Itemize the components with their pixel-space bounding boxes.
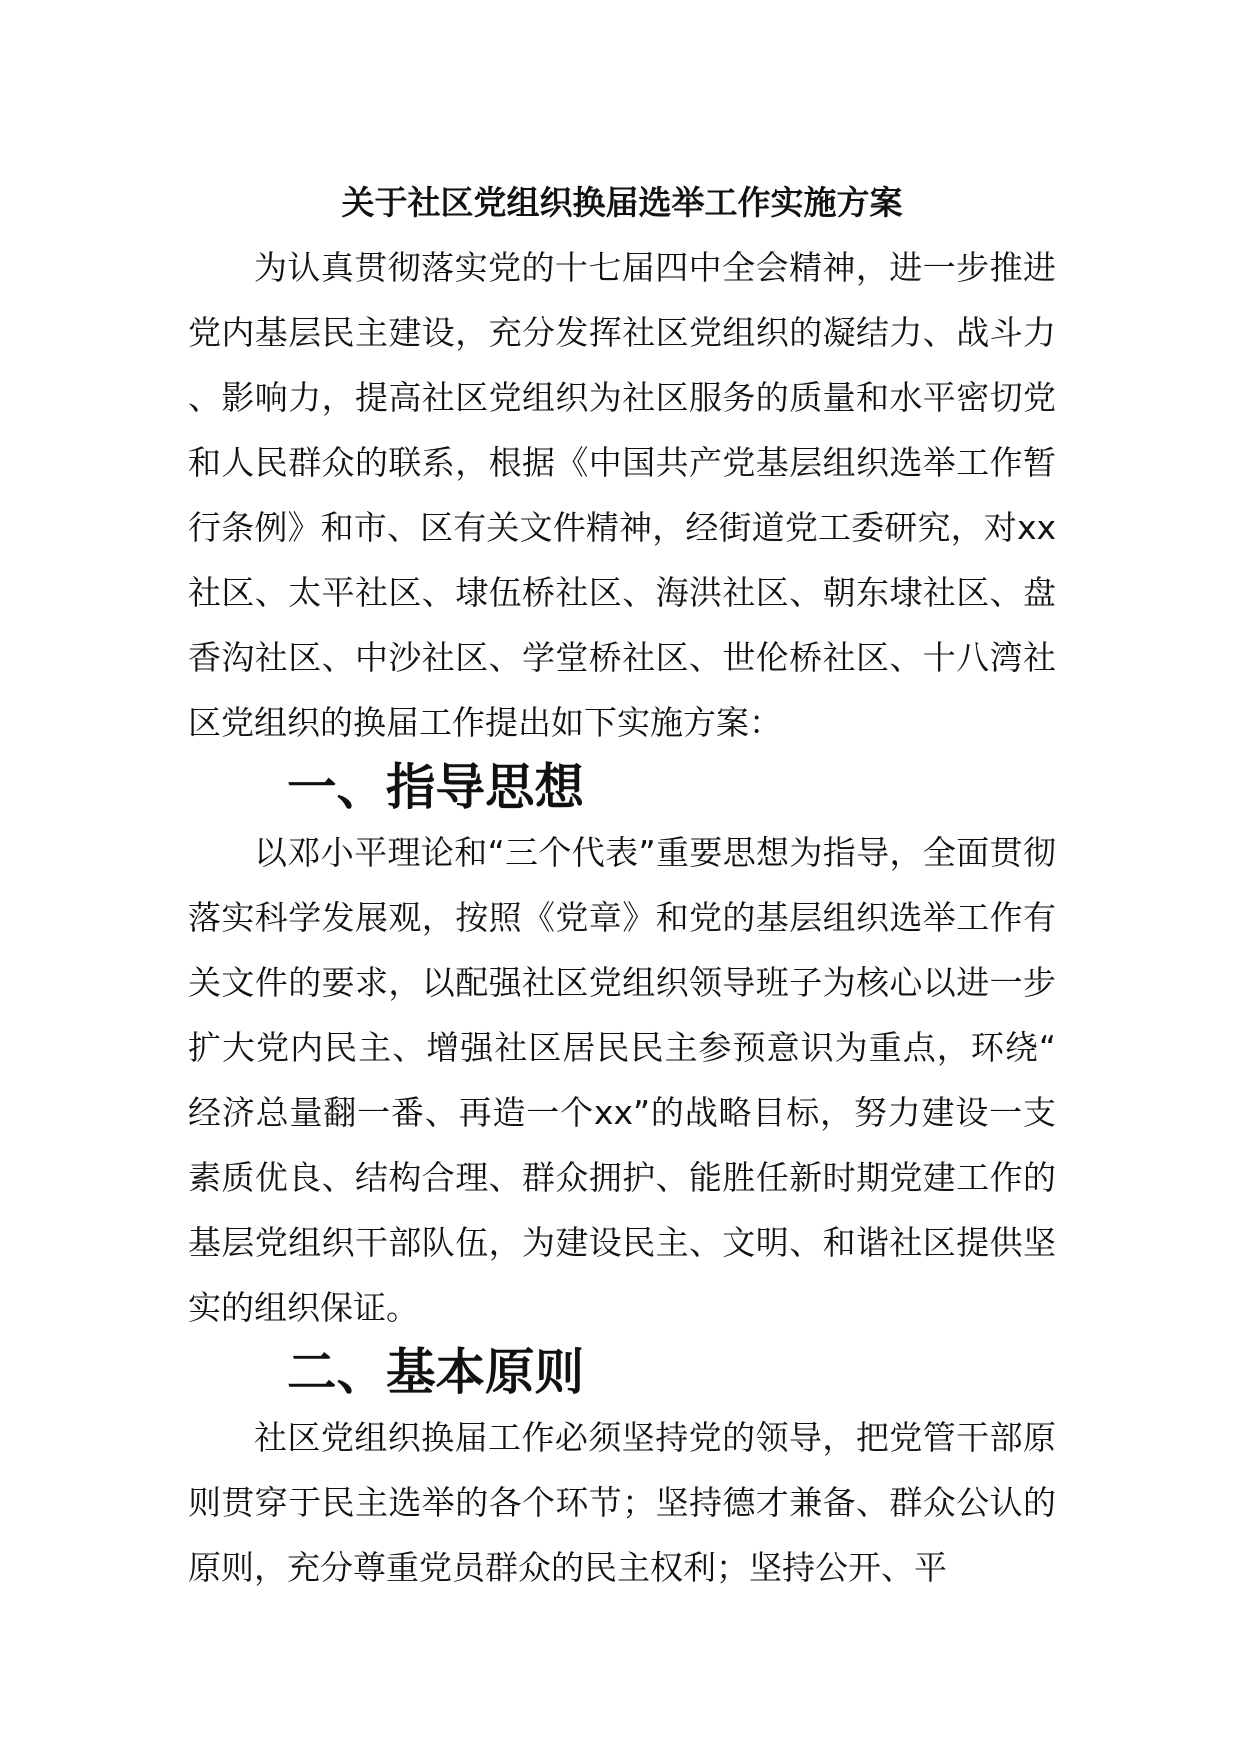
- intro-paragraph: 为认真贯彻落实党的十七届四中全会精神，进一步推进党内基层民主建设，充分发挥社区党组织的凝结力、战斗力、影响力，提高社区党组织为社区服务的质量和水平密切党和人民群众的联系，根据《中国共产党基层组织选举工作暂行条例》和市、区有关文件精神，经街道党工委研究，对xx社区、太平社区、埭伍桥社区、海洪社区、朝东埭社区、盘香沟社区、中沙社区、学堂桥社区、世伦桥社区、十八湾社区党组织的换届工作提出如下实施方案：: [188, 248, 1056, 742]
- document-title: 关于社区党组织换届选举工作实施方案: [341, 183, 903, 222]
- section-body-basic-principles: 社区党组织换届工作必须坚持党的领导，把党管干部原则贯穿于民主选举的各个环节；坚持德才兼备、群众公认的原则，充分尊重党员群众的民主权利；坚持公开、平: [188, 1418, 1056, 1587]
- section-heading-basic-principles: 二、基本原则: [287, 1343, 584, 1401]
- section-body-guiding-ideology: 以邓小平理论和“三个代表”重要思想为指导，全面贯彻落实科学发展观，按照《党章》和党的基层组织选举工作有关文件的要求，以配强社区党组织领导班子为核心以进一步扩大党内民主、增强社区居民民主参预意识为重点，环绕“经济总量翻一番、再造一个xx”的战略目标，努力建设一支素质优良、结构合理、群众拥护、能胜任新时期党建工作的基层党组织干部队伍，为建设民主、文明、和谐社区提供坚实的组织保证。: [188, 833, 1056, 1327]
- document-content: [188, 170, 1056, 1600]
- section-heading-guiding-ideology: 一、指导思想: [287, 758, 584, 816]
